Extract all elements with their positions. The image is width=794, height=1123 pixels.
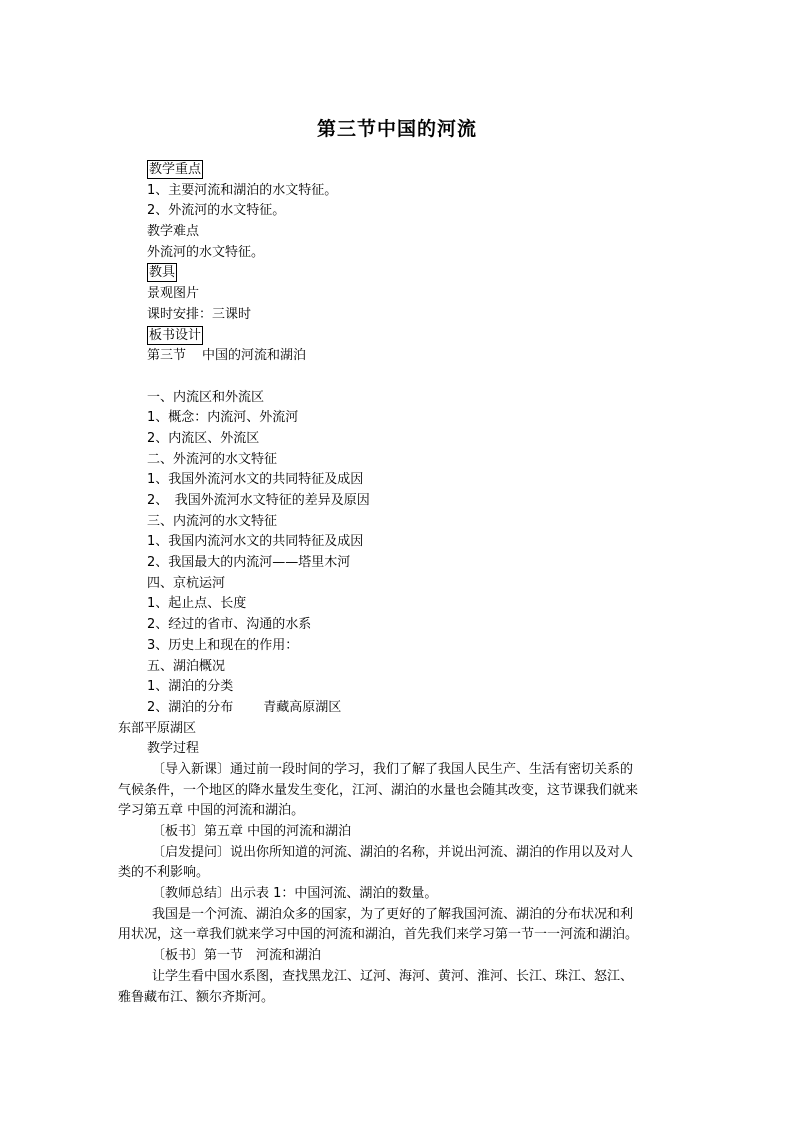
board-line: 1、我国内流河水文的共同特征及成因 bbox=[147, 534, 364, 550]
process-paragraph-board: 〔板书〕第五章 中国的河流和湖泊 bbox=[152, 824, 352, 839]
board-line: 2、经过的省市、沟通的水系 bbox=[147, 617, 312, 633]
process-label: 教学过程 bbox=[147, 741, 200, 757]
process-paragraph-summary: 〔教师总结〕出示表 1：中国河流、湖泊的数量。 bbox=[152, 886, 438, 902]
process-paragraph-overview: 我国是一个河流、湖泊众多的国家，为了更好的了解我国河流、湖泊的分布状况和利 用状况，这一章我们就来学习中国的河流和湖泊，首先我们来学习第一节一一河流和湖泊。 bbox=[118, 906, 639, 943]
board-line: 2、 我国外流河水文特征的差异及原因 bbox=[147, 493, 370, 508]
board-line: 四、京杭运河 bbox=[147, 575, 226, 591]
board-section-title: 第三节 中国的河流和湖泊 bbox=[147, 348, 307, 364]
focus-label: 教学重点 bbox=[149, 162, 202, 177]
process-paragraph-board-2: 〔板书〕第一节 河流和湖泊 bbox=[152, 948, 322, 964]
board-line: 1、湖泊的分类 bbox=[147, 679, 234, 695]
board-line: 2、内流区、外流区 bbox=[147, 430, 260, 446]
board-line: 东部平原湖区 bbox=[118, 720, 197, 736]
board-line: 2、湖泊的分布 青藏高原湖区 bbox=[147, 699, 342, 715]
board-line: 1、起止点、长度 bbox=[147, 596, 247, 612]
board-heading bbox=[118, 326, 678, 347]
process-paragraph-map: 让学生看中国水系图，查找黑龙江、辽河、海河、黄河、淮河、长江、珠江、怒江、 雅鲁藏布江、额尔齐斯河。 bbox=[118, 968, 634, 1005]
difficulty-content: 外流河的水文特征。 bbox=[147, 244, 265, 260]
board-line: 1、我国外流河水文的共同特征及成因 bbox=[147, 472, 364, 488]
aids-content: 景观图片 bbox=[147, 286, 200, 302]
board-line: 二、外流河的水文特征 bbox=[147, 451, 278, 467]
focus-item: 1、主要河流和湖泊的水文特征。 bbox=[147, 182, 338, 198]
board-label: 板书设计 bbox=[149, 327, 202, 343]
blank-line bbox=[118, 367, 678, 388]
board-line: 一、内流区和外流区 bbox=[147, 389, 265, 405]
process-paragraph-intro: 〔导入新课〕通过前一段时间的学习，我们了解了我国人民生产、生活有密切关系的 气候条件，一个地区的降水量发生变化，江河、湖泊的水量也会随其改变，这节课我们就来 学习第五章 中国的河流和湖泊。 bbox=[118, 761, 639, 819]
document-body bbox=[118, 160, 678, 1008]
document-title: 第三节中国的河流 bbox=[316, 118, 477, 140]
board-line: 五、湖泊概况 bbox=[147, 658, 226, 674]
schedule: 课时安排：三课时 bbox=[147, 306, 252, 322]
aids-heading bbox=[118, 263, 678, 284]
difficulty-label: 教学难点 bbox=[147, 224, 200, 240]
aids-label: 教具 bbox=[149, 265, 176, 281]
process-paragraph-question: 〔启发提问〕说出你所知道的河流、湖泊的名称，并说出河流、湖泊的作用以及对人 类的不利影响。 bbox=[118, 844, 634, 881]
board-line: 1、概念：内流河、外流河 bbox=[147, 410, 299, 426]
board-line: 3、历史上和现在的作用： bbox=[147, 637, 299, 653]
board-line: 2、我国最大的内流河——塔里木河 bbox=[147, 555, 351, 571]
focus-item: 2、外流河的水文特征。 bbox=[147, 203, 286, 219]
board-outline bbox=[118, 388, 678, 698]
board-line: 三、内流河的水文特征 bbox=[147, 513, 278, 529]
focus-heading bbox=[118, 160, 678, 181]
